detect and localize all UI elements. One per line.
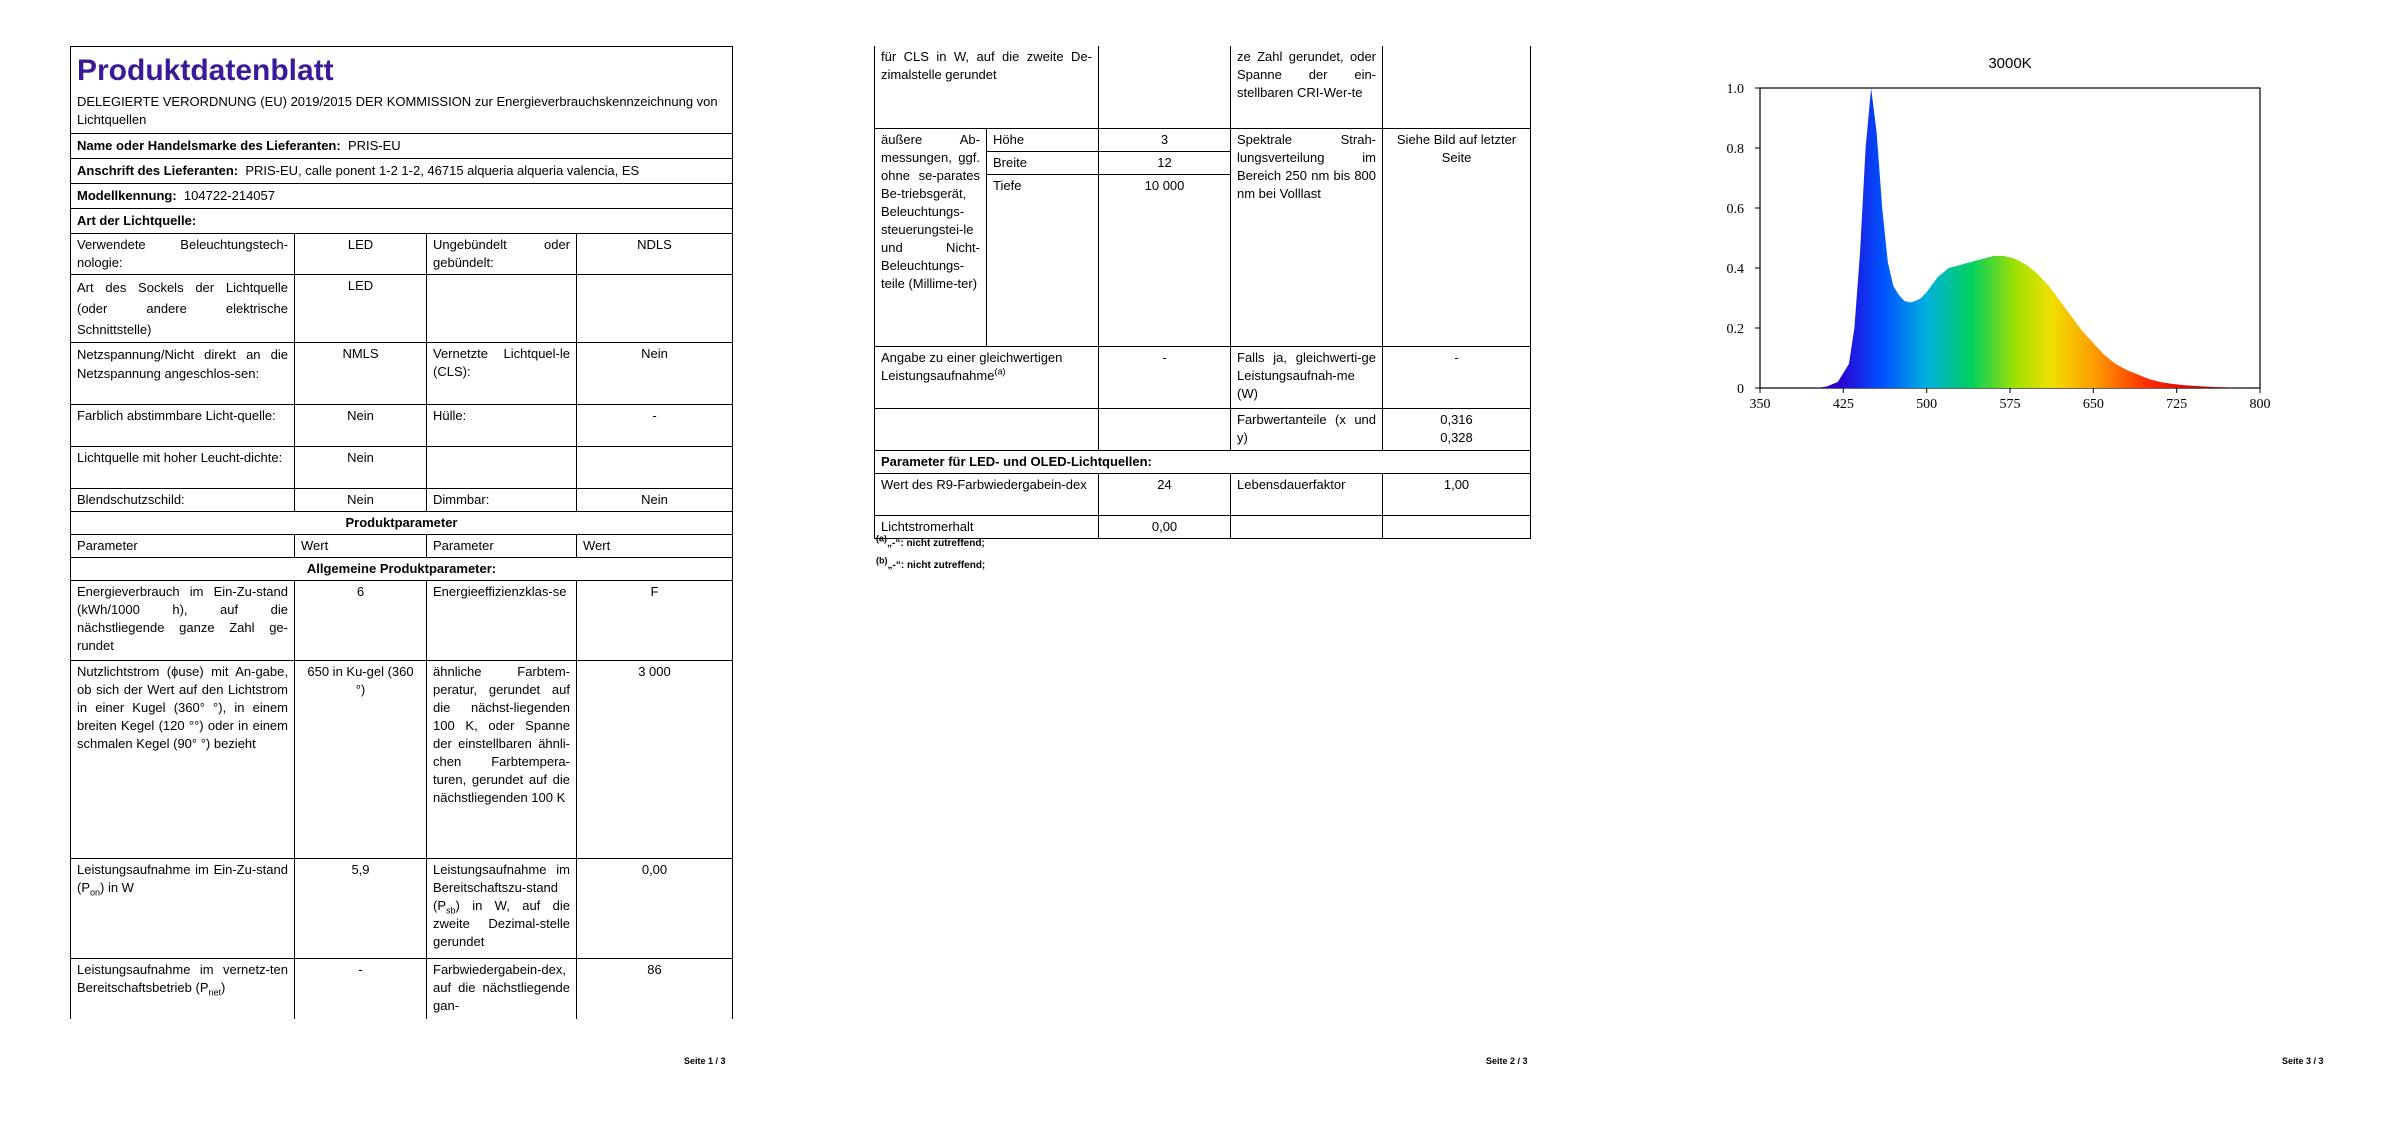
product-params-header: Produktparameter — [71, 512, 733, 535]
power-on-label: Leistungsaufnahme im Ein-Zu-stand $(P_{on})$ in W — [71, 859, 295, 959]
depth-value: 10 000 — [1099, 174, 1231, 346]
networked-standby-label: Leistungsaufnahme im vernetz-ten Bereitschaftsbetrieb $(P_{net})$ — [71, 959, 295, 1019]
empty-cell — [1231, 515, 1383, 538]
y-tick-label: 0 — [1737, 382, 1744, 397]
table-cell: NDLS — [577, 234, 733, 275]
x-tick-label: 500 — [1916, 397, 1938, 412]
footnote-a: $^{(a)}$„-“: nicht zutreffend; — [876, 533, 985, 549]
page-number: Seite 1 / 3 — [684, 1056, 726, 1066]
power-on-value: 5,9 — [295, 859, 427, 959]
table-cell — [577, 447, 733, 489]
lumen-maintenance-label: Lichtstromerhalt — [875, 515, 1099, 538]
regulation-text: DELEGIERTE VERORDNUNG (EU) 2019/2015 DER KOMMISSION zur Energieverbrauchskennzeichnung von Lichtquellen — [77, 94, 718, 127]
standby-power-value: 0,00 — [577, 859, 733, 959]
supplier-label: Name oder Handelsmarke des Lieferanten: — [77, 138, 341, 153]
empty-cell — [875, 408, 1099, 450]
equivalent-power-value: - — [1099, 346, 1231, 408]
page-1 — [0, 0, 760, 1123]
datasheet-table-page1 — [70, 46, 733, 1019]
page-2 — [780, 0, 1560, 1123]
r9-value: 24 — [1099, 473, 1231, 515]
luminous-flux-label: Nutzlichtstrom (ϕuse) mit An-gabe, ob sich der Wert auf den Lichtstrom in einer Kugel (360° °), in einem breiten Kegel (120 °°) oder in einem schmalen Kegel (90° °) bezieht — [71, 661, 295, 859]
page-number: Seite 2 / 3 — [1486, 1056, 1528, 1066]
y-tick-label: 0.6 — [1726, 202, 1744, 217]
x-tick-label: 650 — [2082, 397, 2104, 412]
y-tick-label: 1.0 — [1726, 82, 1744, 97]
height-value: 3 — [1099, 128, 1231, 151]
address-label: Anschrift des Lieferanten: — [77, 163, 239, 178]
equivalent-power-label: Angabe zu einer gleichwertigen Leistungsaufnahme$^{(a)}$ — [875, 346, 1099, 408]
column-header: Parameter — [427, 535, 577, 558]
model-label: Modellkennung: — [77, 188, 177, 203]
column-header: Wert — [577, 535, 733, 558]
standby-power-label: Leistungsaufnahme im Bereitschaftszu-stand $(P_{sb})$ in W, auf die zweite Dezimal-stelle gerundet — [427, 859, 577, 959]
chart-title: 3000K — [1988, 55, 2032, 72]
cls-power-continued: für CLS in W, auf die zweite De-zimalstelle gerundet — [875, 46, 1099, 128]
general-params-header: Allgemeine Produktparameter: — [71, 558, 733, 581]
x-tick-label: 350 — [1749, 397, 1771, 412]
x-tick-label: 575 — [1999, 397, 2021, 412]
light-source-type-header: Art der Lichtquelle: — [71, 209, 733, 234]
table-cell: Nein — [577, 489, 733, 512]
table-cell: Farblich abstimmbare Licht-quelle: — [71, 405, 295, 447]
r9-label: Wert des R9-Farbwiedergabein-dex — [875, 473, 1099, 515]
spectral-value: Siehe Bild auf letzter Seite — [1383, 128, 1531, 346]
table-cell: Nein — [295, 489, 427, 512]
cct-value: 3 000 — [577, 661, 733, 859]
y-tick-label: 0.2 — [1726, 322, 1744, 337]
if-yes-value: - — [1383, 346, 1531, 408]
x-tick-label: 425 — [1832, 397, 1854, 412]
table-cell: Verwendete Beleuchtungstech-nologie: — [71, 234, 295, 275]
x-tick-label: 725 — [2166, 397, 2188, 412]
table-cell: NMLS — [295, 343, 427, 405]
table-cell: LED — [295, 234, 427, 275]
cri-value: 86 — [577, 959, 733, 1019]
footnote-b: $^{(b)}$„-“: nicht zutreffend; — [876, 555, 986, 571]
table-cell: Blendschutzschild: — [71, 489, 295, 512]
luminous-flux-value: 650 in Ku-gel (360 °) — [295, 661, 427, 859]
if-yes-label: Falls ja, gleichwerti-ge Leistungsaufnah-me (W) — [1231, 346, 1383, 408]
model-value: 104722-214057 — [183, 188, 275, 203]
height-label: Höhe — [987, 128, 1099, 151]
networked-standby-value: - — [295, 959, 427, 1019]
x-axis — [1750, 388, 2271, 412]
y-axis — [1727, 82, 1761, 397]
supplier-value: PRIS-EU — [347, 138, 401, 153]
table-cell: - — [577, 405, 733, 447]
cri-continued: ze Zahl gerundet, oder Spanne der ein-stellbaren CRI-Wer-te — [1231, 46, 1383, 128]
depth-label: Tiefe — [987, 174, 1099, 346]
table-cell — [427, 275, 577, 343]
lumen-maintenance-value: 0,00 — [1099, 515, 1231, 538]
energy-class-label: Energieeffizienzklas-se — [427, 581, 577, 661]
cri-label: Farbwiedergabein-dex, auf die nächstliegende gan- — [427, 959, 577, 1019]
address-value: PRIS-EU, calle ponent 1-2 1-2, 46715 alqueria alqueria valencia, ES — [245, 163, 640, 178]
spectral-label: Spektrale Strah-lungsverteilung im Bereich 250 nm bis 800 nm bei Volllast — [1231, 128, 1383, 346]
empty-cell — [1099, 46, 1231, 128]
empty-cell — [1383, 46, 1531, 128]
energy-consumption-label: Energieverbrauch im Ein-Zu-stand (kWh/1000 h), auf die nächstliegende ganze Zahl ge-rundet — [71, 581, 295, 661]
page-number: Seite 3 / 3 — [2282, 1056, 2324, 1066]
dimensions-label: äußere Ab-messungen, ggf. ohne se-parates Be-triebsgerät, Beleuchtungs-steuerungstei-le und Nicht-Beleuchtungs-teile (Millime-ter) — [875, 128, 987, 346]
table-cell: LED — [295, 275, 427, 343]
table-cell: Art des Sockels der Lichtquelle (oder andere elektrische Schnittstelle) — [71, 275, 295, 343]
table-cell: Nein — [295, 447, 427, 489]
page-title: Produktdatenblatt — [77, 54, 334, 87]
table-cell: Vernetzte Lichtquel-le (CLS): — [427, 343, 577, 405]
table-cell: Nein — [295, 405, 427, 447]
table-cell: Ungebündelt oder gebündelt: — [427, 234, 577, 275]
width-value: 12 — [1099, 151, 1231, 174]
datasheet-table-page2 — [874, 46, 1531, 539]
table-cell — [577, 275, 733, 343]
table-cell — [427, 447, 577, 489]
y-tick-label: 0.4 — [1726, 262, 1744, 277]
chromaticity-value — [1383, 408, 1531, 450]
table-cell: Netzspannung/Nicht direkt an die Netzspannung angeschlos-sen: — [71, 343, 295, 405]
table-cell: Lichtquelle mit hoher Leucht-dichte: — [71, 447, 295, 489]
x-tick-label: 800 — [2249, 397, 2271, 412]
lifetime-factor-label: Lebensdauerfaktor — [1231, 473, 1383, 515]
energy-class-value: F — [577, 581, 733, 661]
table-cell: Nein — [577, 343, 733, 405]
empty-cell — [1099, 408, 1231, 450]
empty-cell — [1383, 515, 1531, 538]
table-cell: Hülle: — [427, 405, 577, 447]
table-cell: Dimmbar: — [427, 489, 577, 512]
column-header: Parameter — [71, 535, 295, 558]
chromaticity-x: 0,316 — [1440, 411, 1473, 427]
column-header: Wert — [295, 535, 427, 558]
chromaticity-y: 0,328 — [1440, 429, 1473, 445]
width-label: Breite — [987, 151, 1099, 174]
energy-consumption-value: 6 — [295, 581, 427, 661]
page-3 — [1580, 0, 2382, 1123]
led-params-header: Parameter für LED- und OLED-Lichtquellen: — [875, 450, 1531, 473]
cct-label: ähnliche Farbtem-peratur, gerundet auf die nächst-liegenden 100 K, oder Spanne der einstellbaren ähnli-chen Farbtempera-turen, gerundet auf die nächstliegenden 100 K — [427, 661, 577, 859]
spectral-distribution-chart — [1690, 40, 2290, 420]
y-tick-label: 0.8 — [1726, 142, 1744, 157]
chromaticity-label: Farbwertanteile (x und y) — [1231, 408, 1383, 450]
lifetime-factor-value: 1,00 — [1383, 473, 1531, 515]
